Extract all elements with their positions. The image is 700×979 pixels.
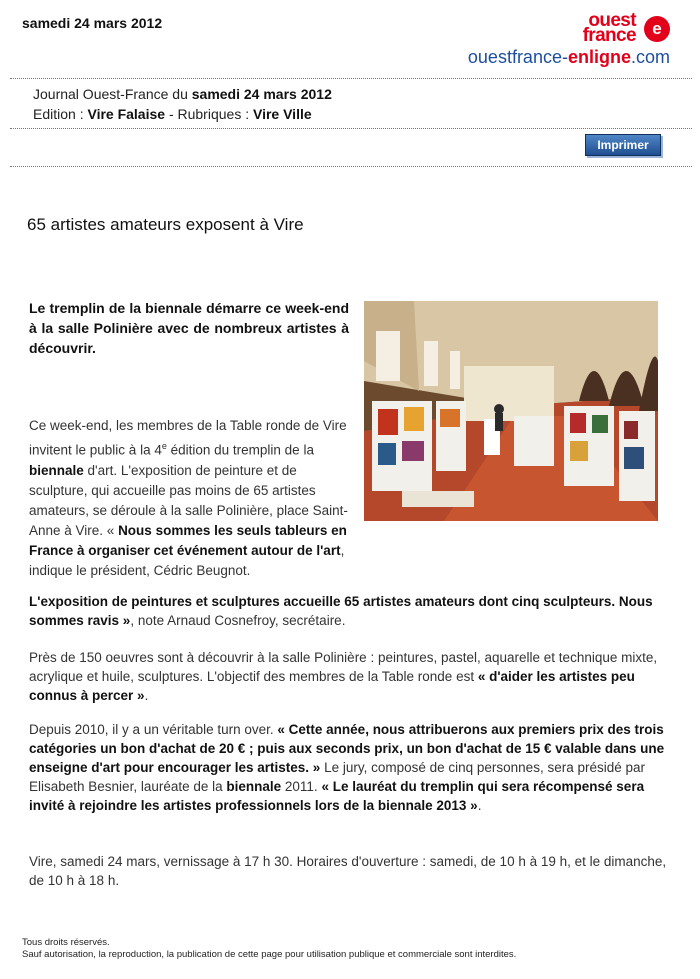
divider-meta (10, 128, 692, 129)
article-paragraph-1: Ce week-end, les membres de la Table ronde de Vire invitent le public à la 4e édition du tremplin de la biennale d'art. L'exposition de peinture et de sculpture, qui accueille pas moins de 65 artistes amateurs, se déroule à la salle Polinière, place Saint-Anne à Vire. « Nous sommes les seuls tableurs en France à organiser cet événement autour de l'art, indique le président, Cédric Beugnot. (29, 418, 348, 578)
logo-url: ouestfrance-enligne.com (467, 47, 670, 67)
article-paragraph-2: Près de 150 oeuvres sont à découvrir à la salle Polinière : peintures, pastel, aquarelle et technique mixte, acrylique et huile, sculptures. L'objectif des membres de la Table ronde est « d'aider les artistes peu connus à percer ». (29, 650, 658, 703)
footer-notice: Sauf autorisation, la reproduction, la publication de cette page pour utilisation publique et commerciale sont interdites. (22, 949, 517, 960)
footer-legal (22, 937, 516, 961)
article-paragraph-1-continued: L'exposition de peintures et sculptures accueille 65 artistes amateurs dont cinq sculpteurs. Nous sommes ravis », note Arnaud Cosnefroy, secrétaire. (29, 594, 653, 628)
ouest-france-logo[interactable] (440, 10, 670, 69)
print-button[interactable]: Imprimer (585, 134, 661, 156)
article-lead: Le tremplin de la biennale démarre ce week-end à la salle Polinière avec de nombreux artistes à découvrir. (29, 300, 349, 356)
logo-circle-icon: e (644, 16, 670, 42)
divider-top (10, 78, 692, 79)
header-date: samedi 24 mars 2012 (22, 15, 163, 31)
article-paragraph-4: Vire, samedi 24 mars, vernissage à 17 h 30. Horaires d'ouverture : samedi, de 10 h à 19 h, et le dimanche, de 10 h à 18 h. (29, 854, 667, 888)
article-title: 65 artistes amateurs exposent à Vire (27, 215, 304, 234)
divider-bottom (10, 166, 692, 167)
footer-rights: Tous droits réservés. (22, 937, 110, 948)
article-paragraph-3: Depuis 2010, il y a un véritable turn over. « Cette année, nous attribuerons aux premiers prix des trois catégories un bon d'achat de 20 € ; puis aux seconds prix, un bon d'achat de 15 € valable dans une enseigne d'art pour encourager les artistes. » Le jury, composé de cinq personnes, sera présidé par Elisabeth Besnier, lauréate de la biennale 2011. « Le lauréat du tremplin qui sera récompensé sera invité à rejoindre les artistes professionnels lors de la biennale 2013 ». (29, 722, 665, 813)
edition-line: Edition : Vire Falaise - Rubriques : Vire Ville (33, 106, 312, 122)
journal-line: Journal Ouest-France du samedi 24 mars 2012 (33, 86, 332, 102)
exhibition-photo (364, 301, 658, 521)
logo-brand: ouest france (582, 10, 636, 46)
